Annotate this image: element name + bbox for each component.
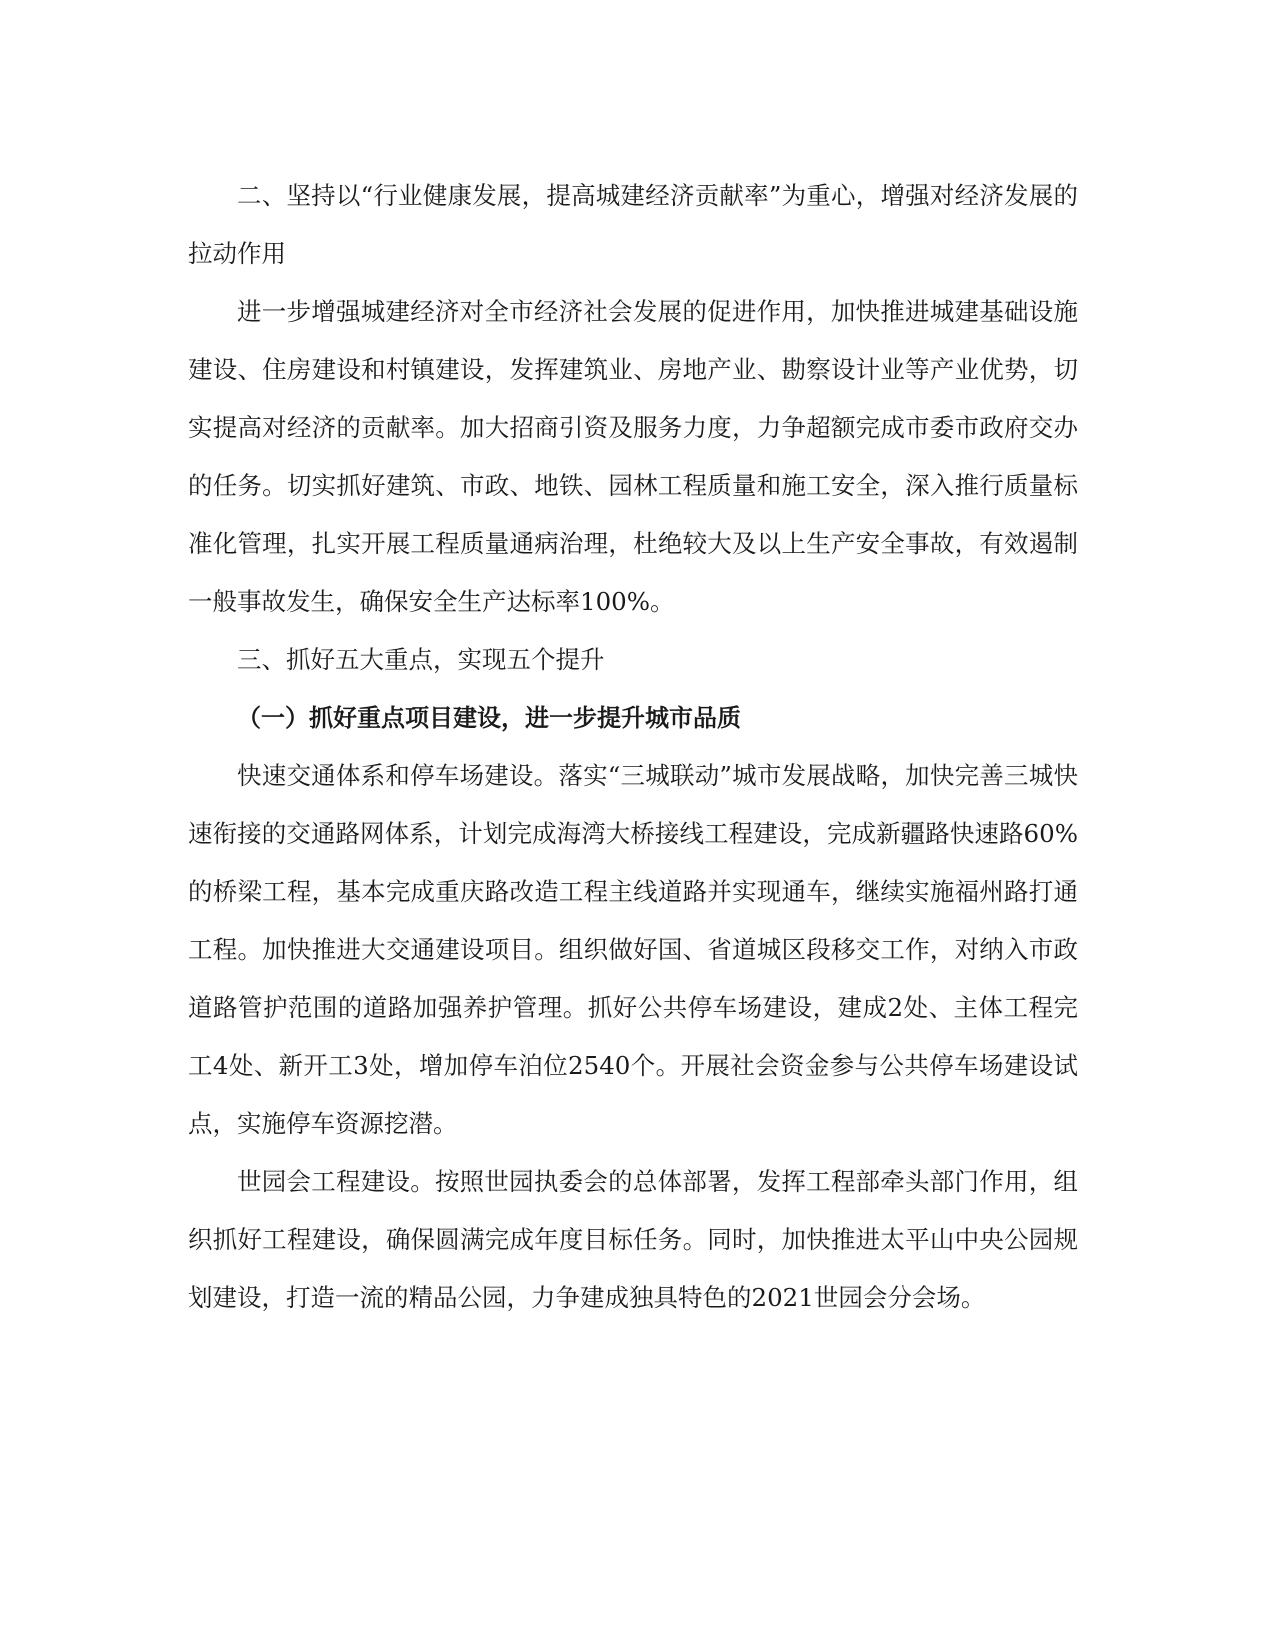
section-two-body: 进一步增强城建经济对全市经济社会发展的促进作用，加快推进城建基础设施建设、住房建设和村镇建设，发挥建筑业、房地产业、勘察设计业等产业优势，切实提高对经济的贡献率。加大招商引资及服务力度，力争超额完成市委市政府交办的任务。切实抓好建筑、市政、地铁、园林工程质量和施工安全，深入推行质量标准化管理，扎实开展工程质量通病治理，杜绝较大及以上生产安全事故，有效遏制一般事故发生，确保安全生产达标率100%。	[188, 297, 1078, 616]
subsection-one-heading: （一）抓好重点项目建设，进一步提升城市品质	[237, 704, 741, 732]
section-two-heading: 二、坚持以“行业健康发展，提高城建经济贡献率”为重心，增强对经济发展的拉动作用	[188, 181, 1078, 268]
document-body	[188, 167, 1078, 1327]
section-three-heading: 三、抓好五大重点，实现五个提升	[237, 645, 605, 674]
expo-paragraph: 世园会工程建设。按照世园执委会的总体部署，发挥工程部牵头部门作用，组织抓好工程建设，确保圆满完成年度目标任务。同时，加快推进太平山中央公园规划建设，打造一流的精品公园，力争建成独具特色的2021世园会分会场。	[188, 1167, 1078, 1312]
traffic-paragraph: 快速交通体系和停车场建设。落实“三城联动”城市发展战略，加快完善三城快速衔接的交通路网体系，计划完成海湾大桥接线工程建设，完成新疆路快速路60%的桥梁工程，基本完成重庆路改造工程主线道路并实现通车，继续实施福州路打通工程。加快推进大交通建设项目。组织做好国、省道城区段移交工作，对纳入市政道路管护范围的道路加强养护管理。抓好公共停车场建设，建成2处、主体工程完工4处、新开工3处，增加停车泊位2540个。开展社会资金参与公共停车场建设试点，实施停车资源挖潜。	[188, 761, 1078, 1138]
